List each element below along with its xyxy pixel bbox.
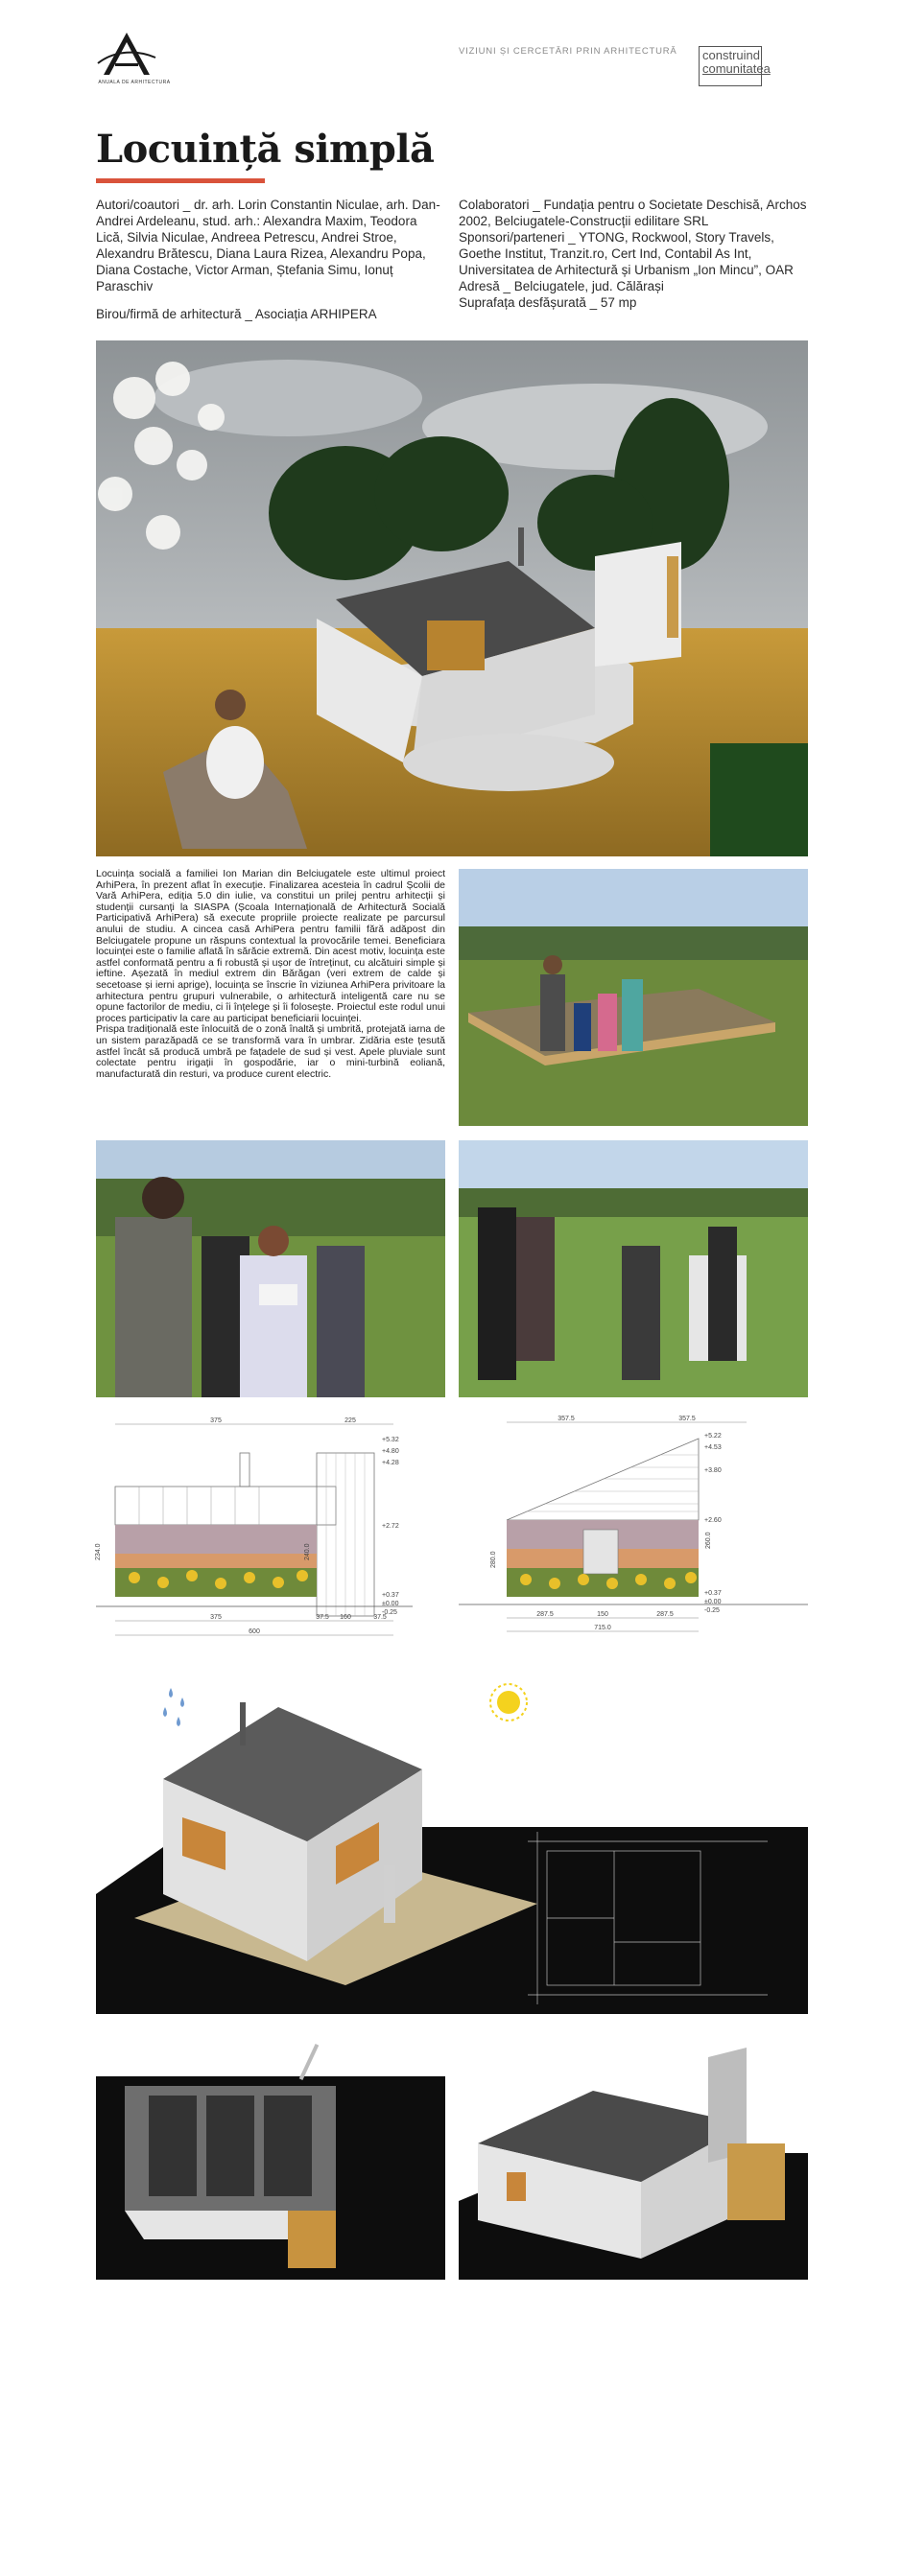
brand-logo — [699, 46, 771, 86]
elev-right-top-dim-2: 357.5 — [678, 1416, 696, 1422]
meta-right — [459, 197, 808, 311]
elev-right-height-1: 280.0 — [490, 1551, 497, 1568]
elev-left-height-2: 240.0 — [304, 1543, 311, 1560]
authors: Autori/coautori _ dr. arh. Lorin Constantin Niculae, arh. Dan-Andrei Ardeleanu, stud. arh.: Alexandra Maxim, Teodora Lică, Silvia Niculae, Andreea Petrescu, Andrei Stroe, Alexandru Brătescu, Diana Laura Rizea, Alexandru Popa, Diana Costache, Victor Arman, Ștefania Simu, Ionuț Paraschiv — [96, 198, 440, 293]
collaborators: Colaboratori _ Fundația pentru o Societate Deschisă, Archos 2002, Belciugatele-Construcții edilitare SRL — [459, 198, 807, 228]
hero-render — [96, 340, 808, 856]
sponsors: Sponsori/parteneri _ YTONG, Rockwool, Story Travels, Goethe Institut, Tranzit.ro, Cert Ind, Contabil As Int, Universitatea de Arhitectură și Urbanism „Ion Mincu”, OAR — [459, 230, 794, 277]
brand-line-1: construind — [702, 48, 760, 62]
elev-right-level-1: +5.22 — [704, 1433, 722, 1440]
elev-right-total: 715.0 — [594, 1625, 611, 1631]
photo-measuring-site — [459, 1140, 808, 1397]
elev-left-bottom-dim-3: 160 — [340, 1614, 351, 1621]
description — [96, 869, 445, 1080]
elev-left-bottom-dim-1: 375 — [210, 1614, 222, 1621]
elev-right-bottom-dim-3: 287.5 — [656, 1611, 674, 1618]
brand-line-2: comunitatea — [702, 61, 771, 76]
photo-students-model — [96, 1140, 445, 1397]
elev-right-level-4: +2.60 — [704, 1517, 722, 1524]
axonometric-top-view — [96, 2038, 445, 2280]
elevation-right — [459, 1415, 808, 1654]
elev-left-level-6: ±0.00 — [382, 1601, 399, 1607]
elev-right-level-5: +0.37 — [704, 1590, 722, 1597]
area: Suprafața desfășurată _ 57 mp — [459, 295, 637, 310]
elev-right-height-2: 260.0 — [705, 1532, 712, 1549]
tagline: VIZIUNI ȘI CERCETĂRI PRIN ARHITECTURĂ — [459, 46, 677, 57]
office: Birou/firmă de arhitectură _ Asociația ARHIPERA — [96, 307, 377, 321]
annual-logo — [96, 29, 173, 91]
elev-left-total: 600 — [249, 1628, 260, 1635]
elev-left-level-7: -0.25 — [382, 1609, 397, 1616]
elev-right-level-6: ±0.00 — [704, 1599, 722, 1605]
elev-left-bottom-dim-2: 37.5 — [316, 1614, 329, 1621]
page-title: Locuință simplă — [96, 127, 435, 172]
elev-left-level-1: +5.32 — [382, 1437, 399, 1443]
elev-right-bottom-dim-1: 287.5 — [536, 1611, 554, 1618]
title-underline — [96, 178, 265, 183]
elev-left-level-3: +4.28 — [382, 1460, 399, 1466]
elev-right-level-7: -0.25 — [704, 1607, 720, 1614]
elev-left-top-dim-1: 375 — [210, 1417, 222, 1424]
elev-right-bottom-dim-2: 150 — [597, 1611, 608, 1618]
description-paragraph-2: Prispa tradițională este înlocuită de o zonă înaltă și umbrită, protejată iarna de un sistem parazăpadă ce se transformă vara în umbrar. Zidăria este țesută astfel încât să producă umbră pe fațadele de sud și vest. Apele pluviale sunt colectate pentru irigații în gospodărie, iar o mini-turbină eoliană, manufacturată din resturi, va produce curent electric. — [96, 1023, 445, 1080]
photo-family-foundation — [459, 869, 808, 1126]
axonometric-with-plan — [96, 1664, 808, 2014]
address: Adresă _ Belciugatele, jud. Călărași — [459, 279, 664, 293]
elev-left-bottom-dim-4: 37.5 — [373, 1614, 387, 1621]
meta-left — [96, 197, 441, 322]
description-paragraph-1: Locuința socială a familiei Ion Marian din Belciugatele este ultimul proiect ArhiPera, în prezent aflat în execuție. Finalizarea acesteia în cadrul Școlii de Vară ArhiPera, ediția 5.0 din iulie, va constitui un prilej pentru arhitecții și studenții cursanți la SIASPA (Școala Internațională de Arhitectură Socială Participativă ArhiPera) să execute propriile proiecte realizate pe parcursul anului de studiu. A cincea casă ArhiPera pentru familii fără adăpost din Belciugatele propune un răspuns contextual la provocările temei. Beneficiara locuinței este o familie aflată în sărăcie extremă. Din acest motiv, locuința este astfel conformată pentru a fi robustă și ușor de întreținut, cu alcătuiri simple și ieftine. Așezată în mediul extrem din Bărăgan (veri extrem de calde și secetoase și ierni aprige), locuința se înscrie în viziunea ArhiPera privitoare la arhitectura pentru grupuri vulnerabile, o arhitectură inteligentă care nu se opune factorilor de mediu, ci îi înțelege și îi folosește. Proiectul este rodul unui proces participativ la care au participat beneficiarii locuinței. — [96, 868, 445, 1024]
triangle-a-logo-icon — [96, 29, 157, 79]
elev-left-top-dim-2: 225 — [344, 1417, 356, 1424]
elev-right-top-dim-1: 357.5 — [558, 1416, 575, 1422]
elev-right-level-3: +3.80 — [704, 1467, 722, 1474]
elev-left-height-1: 234.0 — [95, 1543, 102, 1560]
elev-left-level-4: +2.72 — [382, 1523, 399, 1530]
logo-caption: ANUALA DE ARHITECTURA — [98, 80, 171, 85]
elevation-left — [96, 1415, 413, 1654]
elev-left-level-5: +0.37 — [382, 1592, 399, 1599]
axonometric-side-view — [459, 2038, 808, 2280]
elev-right-level-2: +4.53 — [704, 1444, 722, 1451]
elev-left-level-2: +4.80 — [382, 1448, 399, 1455]
